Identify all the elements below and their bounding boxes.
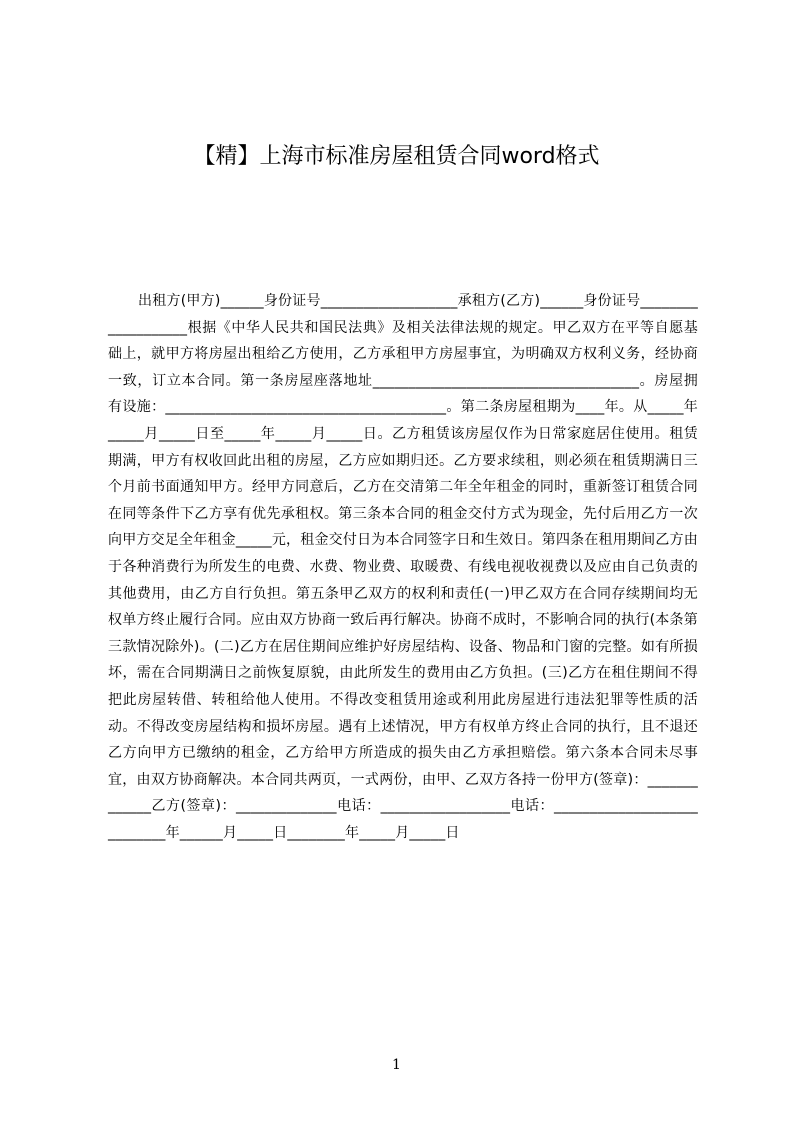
contract-body-paragraph: 出租方(甲方)______身份证号___________________承租方(乙方)______身份证号___________________根据《中华人民共和国民法典》及相关法律法规的规定。甲乙双方在平等自愿基础上，就甲方将房屋出租给乙方使用，乙方承租甲方房屋事宜，为明确双方权利义务，经协商一致，订立本合同。第一条房屋座落地址_____________________________________。房屋拥有设施：_______________________________________。第二条房屋租期为____年。从_____年_____月_____日至_____年_____月_____日。乙方租赁该房屋仅作为日常家庭居住使用。租赁期满，甲方有权收回此出租的房屋，乙方应如期归还。乙方要求续租，则必须在租赁期满日三个月前书面通知甲方。经甲方同意后，乙方在交清第二年全年租金的同时，重新签订租赁合同在同等条件下乙方享有优先承租权。第三条本合同的租金交付方式为现金，先付后用乙方一次向甲方交足全年租金_____元，租金交付日为本合同签字日和生效日。第四条在租用期间乙方由于各种消费行为所发生的电费、水费、物业费、取暖费、有线电视收视费以及应由自己负责的其他费用，由乙方自行负担。第五条甲乙双方的权利和责任(一)甲乙双方在合同存续期间均无权单方终止履行合同。应由双方协商一致后再行解决。协商不成时，不影响合同的执行(本条第三款情况除外)。(二)乙方在居住期间应维护好房屋结构、设备、物品和门窗的完整。如有所损坏，需在合同期满日之前恢复原貌，由此所发生的费用由乙方负担。(三)乙方在租住期间不得把此房屋转借、转租给他人使用。不得改变租赁用途或利用此房屋进行违法犯罪等性质的活动。不得改变房屋结构和损坏房屋。遇有上述情况，甲方有权单方终止合同的执行，且不退还乙方向甲方已缴纳的租金，乙方给甲方所造成的损失由乙方承担赔偿。第六条本合同未尽事宜，由双方协商解决。本合同共两页，一式两份，由甲、乙双方各持一份甲方(签章)：_____________乙方(签章)：______________电话：__________________电话：____________________________年______月_____日________年_____月_____日	[108, 293, 698, 841]
page-number: 1	[392, 1057, 401, 1073]
document-title: 【精】上海市标准房屋租赁合同word格式	[193, 144, 600, 169]
